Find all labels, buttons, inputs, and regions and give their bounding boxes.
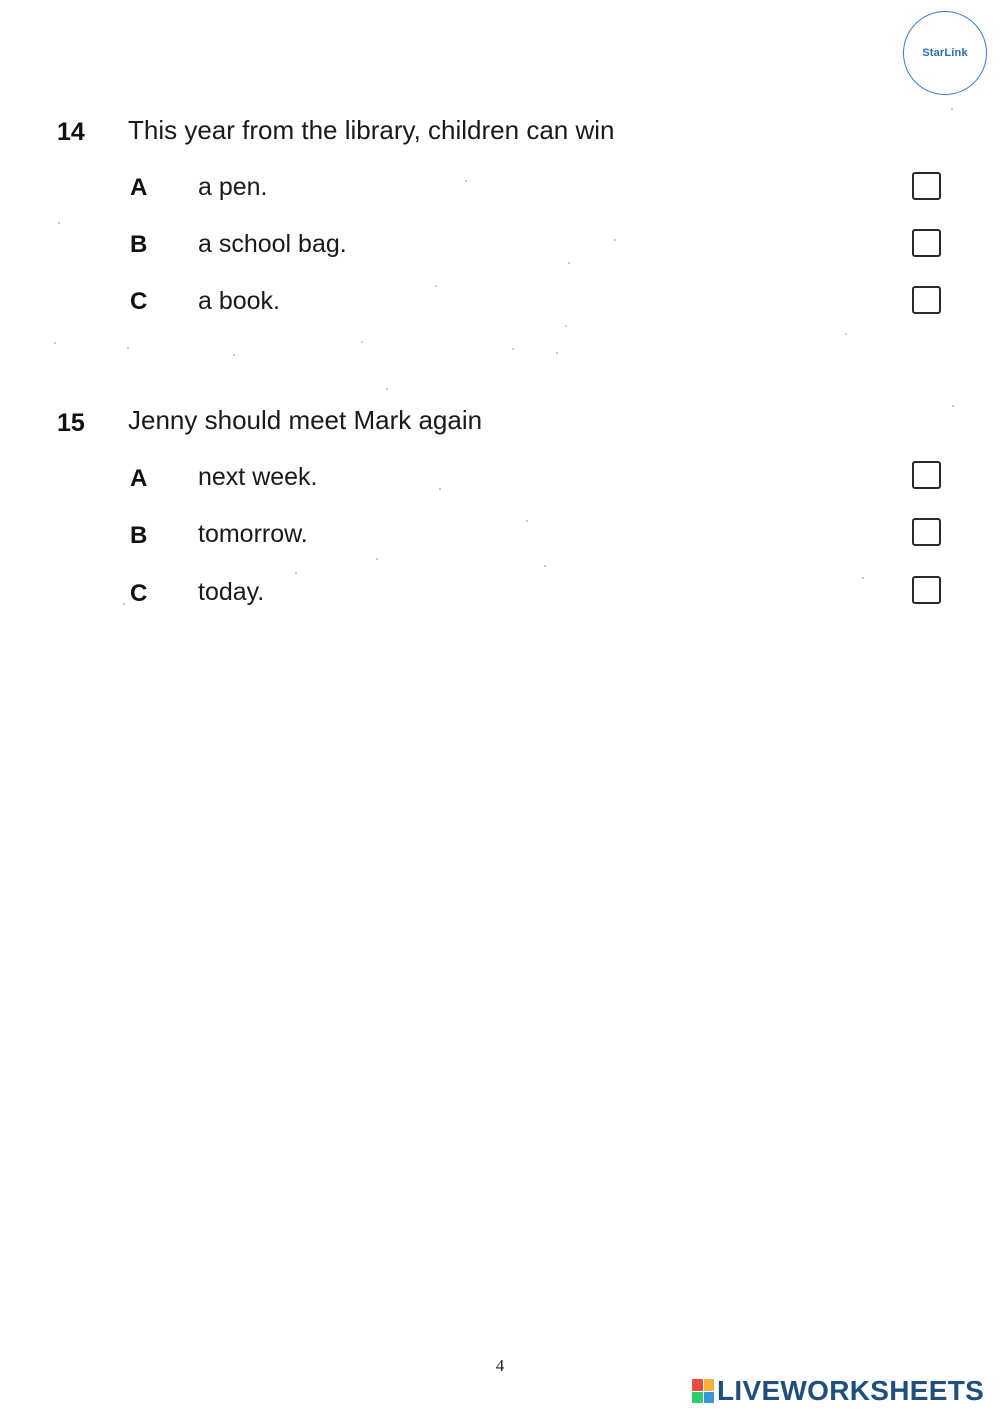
question-stem: This year from the library, children can win <box>128 115 615 145</box>
option-row <box>0 576 1000 616</box>
scan-speck <box>951 108 953 110</box>
question-stem: Jenny should meet Mark again <box>128 405 483 435</box>
answer-checkbox[interactable] <box>912 461 941 489</box>
option-row <box>0 461 1000 501</box>
answer-checkbox[interactable] <box>912 576 941 604</box>
scan-speck <box>439 488 441 490</box>
scan-speck <box>123 603 125 605</box>
scan-speck <box>565 325 567 327</box>
scan-speck <box>465 180 467 182</box>
logo-text: StarLink <box>922 47 968 59</box>
option-text: a book. <box>198 287 281 315</box>
scan-speck <box>862 577 864 579</box>
option-text: a school bag. <box>198 230 347 258</box>
scan-speck <box>54 342 56 344</box>
scan-speck <box>376 558 378 560</box>
liveworksheets-icon <box>692 1379 714 1403</box>
option-text: next week. <box>198 463 318 491</box>
scan-speck <box>556 352 558 354</box>
scan-speck <box>361 341 363 343</box>
answer-checkbox[interactable] <box>912 172 941 200</box>
scan-speck <box>845 333 847 335</box>
option-letter: B <box>130 231 148 258</box>
option-text: tomorrow. <box>198 520 308 548</box>
scan-speck <box>435 285 437 287</box>
answer-checkbox[interactable] <box>912 286 941 314</box>
scan-speck <box>952 405 954 407</box>
scan-speck <box>233 354 235 356</box>
question-number: 15 <box>57 409 85 437</box>
scan-speck <box>512 348 514 350</box>
scan-speck <box>295 572 297 574</box>
answer-checkbox[interactable] <box>912 518 941 546</box>
scan-speck <box>127 347 129 349</box>
scan-speck <box>386 388 388 390</box>
option-letter: C <box>130 288 148 315</box>
option-row <box>0 284 1000 324</box>
scan-speck <box>544 565 546 567</box>
option-letter: B <box>130 522 148 549</box>
scan-speck <box>58 222 60 224</box>
option-row <box>0 227 1000 267</box>
starlink-logo <box>903 11 987 95</box>
liveworksheets-wordmark: LIVEWORKSHEETS <box>717 1375 985 1406</box>
option-letter: C <box>130 580 148 607</box>
scan-speck <box>614 239 616 241</box>
question-number: 14 <box>57 118 85 146</box>
option-letter: A <box>130 174 148 201</box>
option-text: a pen. <box>198 173 268 201</box>
scan-speck <box>568 262 570 264</box>
option-row <box>0 518 1000 558</box>
liveworksheets-logo <box>692 1374 984 1408</box>
option-row <box>0 170 1000 210</box>
scan-speck <box>526 520 528 522</box>
page-number: 4 <box>495 1356 505 1375</box>
option-text: today. <box>198 578 265 606</box>
option-letter: A <box>130 465 148 492</box>
answer-checkbox[interactable] <box>912 229 941 257</box>
